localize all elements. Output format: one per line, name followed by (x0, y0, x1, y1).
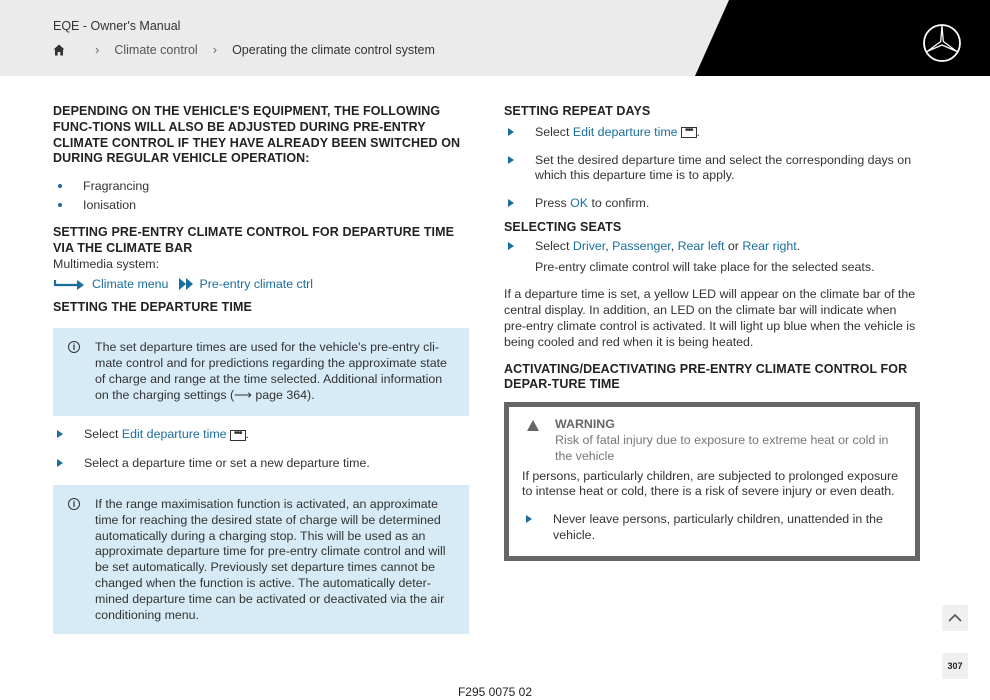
warning-header (522, 417, 902, 464)
warning-title: WARNING (555, 417, 615, 432)
step-text: Select (535, 124, 573, 139)
step-arrow-icon (508, 156, 514, 164)
step-arrow-icon (508, 199, 514, 207)
footer-code: F295 0075 02 (457, 685, 533, 699)
double-arrow-right-icon (178, 278, 194, 290)
pre-entry-climate-ctrl-link[interactable]: Pre-entry climate ctrl (199, 276, 314, 291)
breadcrumb-climate-control[interactable]: Climate control (114, 42, 198, 57)
warning-body: If persons, particularly children, are subjected to prolonged exposure to intense heat or cold, there is a risk of severe injury or even death. (522, 468, 899, 499)
step-arrow-icon (508, 242, 514, 250)
step-arrow-icon (508, 128, 514, 136)
step-text: to confirm. (588, 196, 650, 211)
seat-rear-right-link[interactable]: Rear right (742, 238, 797, 253)
edit-departure-time-link[interactable]: Edit departure time (572, 124, 678, 139)
step-select-seats (504, 239, 920, 276)
ok-link[interactable]: OK (570, 196, 589, 211)
step-text: Set the desired departure time and select the corresponding days on which this departure time is to apply. (535, 152, 912, 183)
section-heading-seats: SELECTING SEATS (504, 219, 622, 234)
section-heading-climate-bar: SETTING PRE-ENTRY CLIMATE CONTROL FOR DEPARTURE TIME VIA THE CLIMATE BAR (53, 225, 455, 255)
long-arrow-right-icon (53, 277, 86, 291)
intro-heading: DEPENDING ON THE VEHICLE'S EQUIPMENT, THE FOLLOWING FUNC-TIONS WILL ALSO BE ADJUSTED DURING PRE-ENTRY CLIMATE CONTROL IF THEY HAVE ALREADY BEEN SWITCHED ON DURING REGULAR VEHICLE OPERATION: (53, 104, 461, 166)
step-text: Select (84, 427, 122, 442)
info-text: The set departure times are used for the vehicle's pre-entry cli-mate control and for predictions regarding the approximate state of charge and range at the time selected. Additional information on the charging settings (⟶ page 364). (95, 340, 447, 402)
list-item: Ionisation (53, 196, 469, 215)
breadcrumb-current-page: Operating the climate control system (232, 42, 435, 57)
step-text: Select a departure time or set a new departure time. (84, 456, 370, 471)
step-press-ok (504, 196, 920, 212)
step-arrow-icon (57, 459, 63, 467)
mercedes-star-logo (922, 23, 962, 63)
feature-list (53, 177, 469, 215)
step-text: . (796, 238, 801, 253)
breadcrumb (53, 42, 435, 57)
info-icon: i (68, 341, 80, 353)
step-text: Select (535, 238, 573, 253)
led-paragraph: If a departure time is set, a yellow LED will appear on the climate bar of the central display. In addition, an LED on the climate bar will indicate when pre-entry climate control is activated. It will light up blue when the vehicle is being cooled and red when it is being heated. (504, 287, 916, 349)
home-icon[interactable] (53, 44, 65, 56)
header-bar (0, 0, 990, 76)
warning-triangle-icon (527, 420, 539, 431)
step-text: Press (535, 196, 571, 211)
step-text: . (245, 427, 249, 442)
info-box-departure-times (53, 328, 469, 416)
info-box-range-maximisation (53, 485, 469, 634)
step-set-days (504, 153, 920, 185)
step-text: or (724, 238, 743, 253)
warning-subtitle: Risk of fatal injury due to exposure to extreme heat or cold in the vehicle (555, 432, 889, 463)
seat-driver-link[interactable]: Driver (572, 238, 606, 253)
more-options-icon[interactable]: ••• (681, 127, 697, 138)
seats-note: Pre-entry climate control will take place for the selected seats. (535, 259, 875, 274)
step-text: , (670, 238, 678, 253)
section-heading-activate: ACTIVATING/DEACTIVATING PRE-ENTRY CLIMATE CONTROL FOR DEPAR-TURE TIME (504, 361, 908, 392)
step-select-edit-departure (53, 427, 469, 443)
step-select-edit-departure (504, 125, 920, 141)
seat-rear-left-link[interactable]: Rear left (677, 238, 725, 253)
section-heading-repeat-days: SETTING REPEAT DAYS (504, 104, 651, 118)
info-text: If the range maximisation function is activated, an approximate time for reaching the desired state of charge will be determined automatically during a charging stop. This will be used as an approximate departure time for pre-entry climate control and will be set automatically. Previously set departure times cannot be changed when the function is active. The automatically deter-mined departure time can be activated or deactivated via the air conditioning menu. (95, 496, 446, 622)
chevron-right-icon: › (212, 42, 218, 57)
scroll-to-top-button[interactable] (942, 605, 968, 631)
command-path (53, 277, 469, 291)
step-text: , (605, 238, 613, 253)
climate-menu-link[interactable]: Climate menu (92, 276, 169, 291)
step-arrow-icon (526, 515, 532, 523)
info-icon: i (68, 498, 80, 510)
step-arrow-icon (57, 430, 63, 438)
list-item: Fragrancing (53, 177, 469, 196)
more-options-icon[interactable]: ••• (230, 430, 246, 441)
multimedia-label: Multimedia system: (53, 256, 160, 271)
warning-box (504, 402, 920, 561)
step-select-departure (53, 456, 469, 472)
warning-step (522, 512, 902, 544)
chevron-up-icon (942, 605, 968, 631)
seat-passenger-link[interactable]: Passenger (612, 238, 671, 253)
section-heading-departure-time: SETTING THE DEPARTURE TIME (53, 299, 252, 314)
edit-departure-time-link[interactable]: Edit departure time (121, 427, 227, 442)
left-column (53, 104, 469, 634)
step-text: Never leave persons, particularly children, unattended in the vehicle. (553, 512, 883, 542)
right-column (504, 104, 920, 561)
page-badge[interactable]: 307 (942, 653, 968, 679)
manual-title: EQE - Owner's Manual (53, 19, 181, 33)
step-text: . (696, 124, 700, 139)
chevron-right-icon: › (95, 42, 100, 57)
